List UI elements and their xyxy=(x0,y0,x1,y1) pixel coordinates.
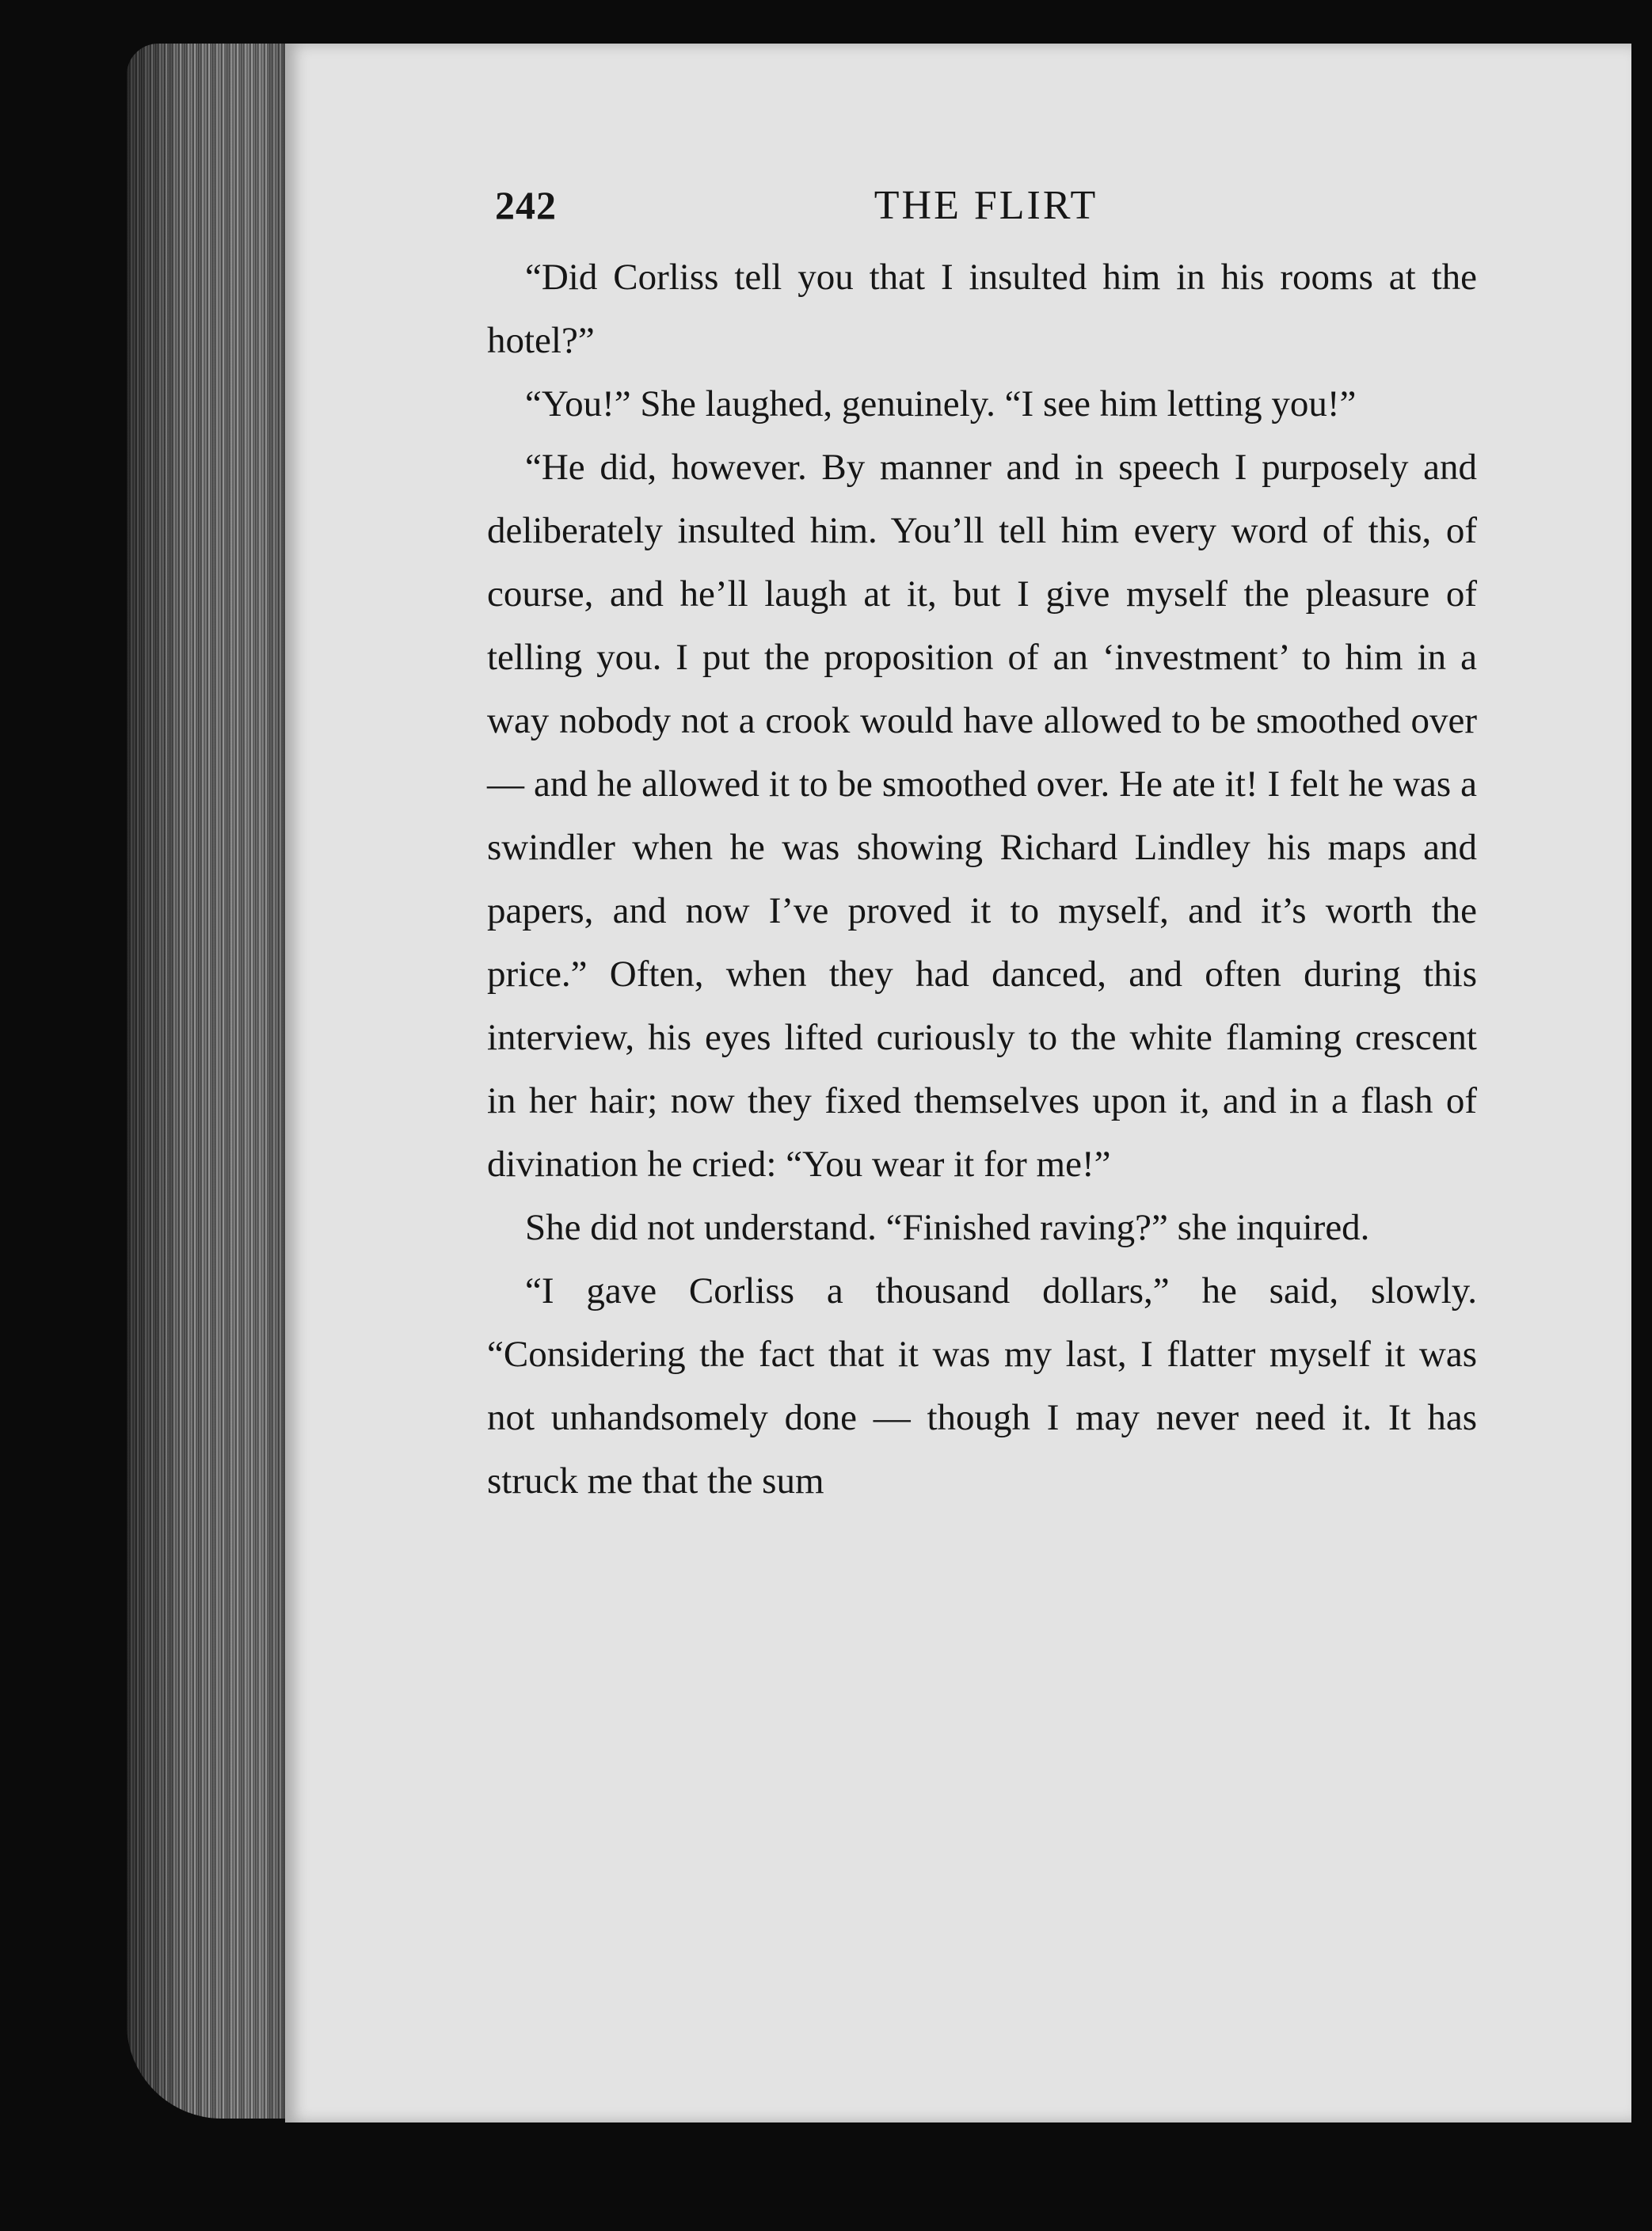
page-number: 242 xyxy=(495,183,557,227)
paragraph: “Did Corliss tell you that I insulted him in his rooms at the hotel?” xyxy=(487,257,1477,361)
paragraph: “I gave Corliss a thousand dollars,” he said, slowly. “Considering the fact that it was my last, I flatter myself it was not unhandsomely done — though I may never need it. It has struck me that the sum xyxy=(487,1270,1477,1502)
paragraph: “He did, however. By manner and in speech I purposely and deliberately insulted him. You’ll tell him every word of this, of course, and he’ll laugh at it, but I give myself the pleasure of telling you. I put the proposition of an ‘investment’ to him in a way nobody not a crook would have allowed to be smoothed over — and he allowed it to be smoothed over. He ate it! I felt he was a swindler when he was showing Richard Lindley his maps and papers, and now I’ve proved it to myself, and it’s worth the price.” Often, when they had danced, and often during this interview, his eyes lifted curiously to the white flaming crescent in her hair; now they fixed themselves upon it, and in a flash of divination he cried: “You wear it for me!” xyxy=(487,447,1477,1185)
body-text xyxy=(487,246,1477,1513)
page-content xyxy=(487,182,1477,1513)
paragraph: “You!” She laughed, genuinely. “I see him letting you!” xyxy=(525,383,1357,424)
running-title: THE FLIRT xyxy=(874,183,1098,228)
paragraph: She did not understand. “Finished raving?” she inquired. xyxy=(525,1207,1370,1248)
running-header xyxy=(495,182,1477,246)
book-page-edges xyxy=(127,44,293,2119)
book-page xyxy=(285,44,1631,2122)
